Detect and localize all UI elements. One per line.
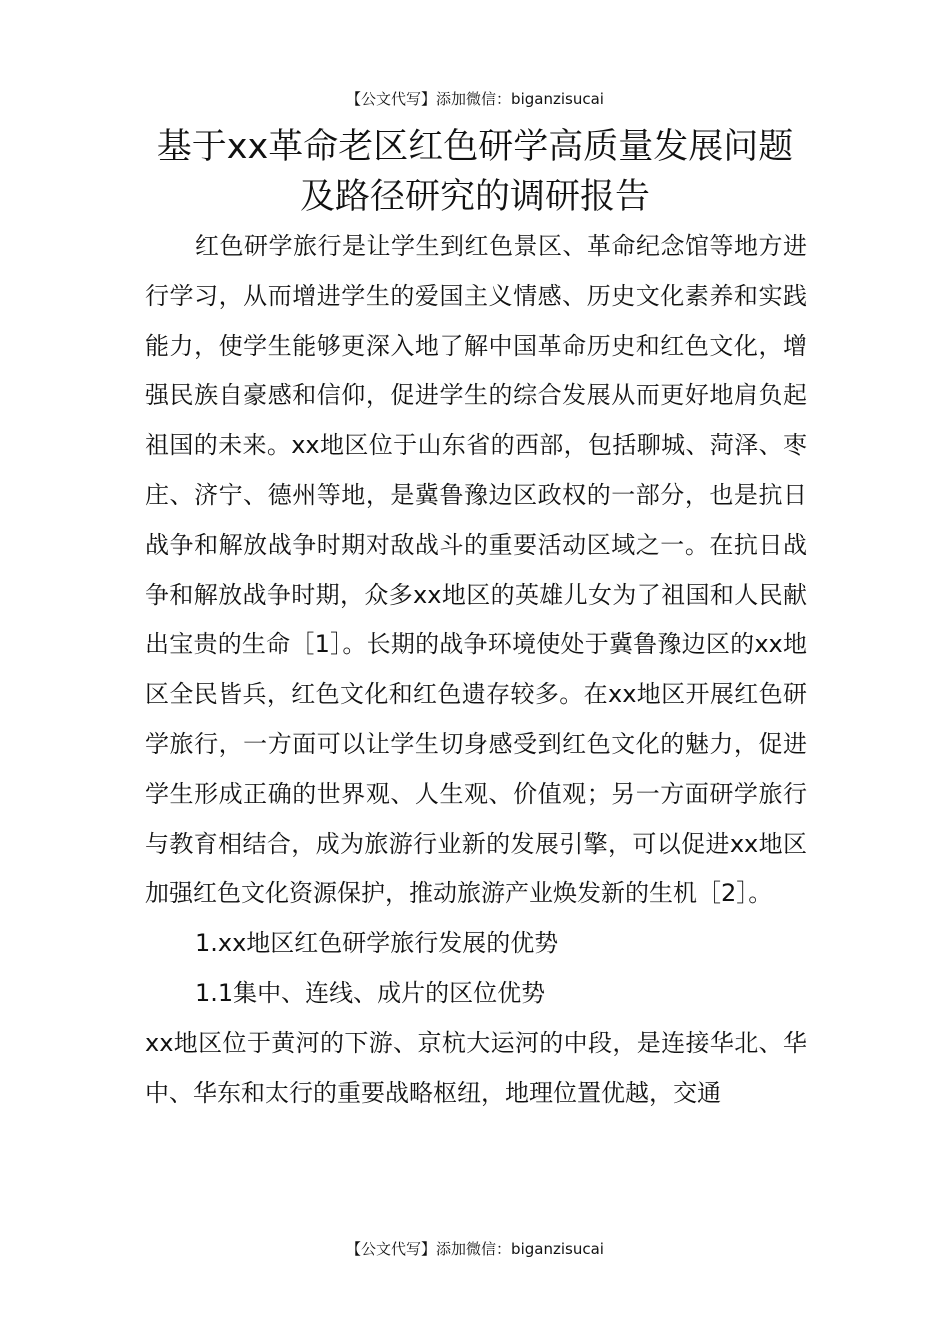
document-body xyxy=(145,222,807,1118)
footer-note: 【公文代写】添加微信：biganzisucai xyxy=(346,1240,604,1258)
title-line-1: 基于xx革命老区红色研学高质量发展问题 xyxy=(156,127,794,167)
section-heading-1: 1.xx地区红色研学旅行发展的优势 xyxy=(195,929,559,958)
document-title xyxy=(60,122,890,222)
title-line-2: 及路径研究的调研报告 xyxy=(299,177,650,217)
subsection-heading-1-1: 1.1集中、连线、成片的区位优势 xyxy=(195,978,546,1007)
body-paragraph-2: xx地区位于黄河的下游、京杭大运河的中段，是连接华北、华中、华东和太行的重要战略枢纽，地理位置优越，交通 xyxy=(145,1028,807,1107)
header-note: 【公文代写】添加微信：biganzisucai xyxy=(346,90,604,108)
body-paragraph-1: 红色研学旅行是让学生到红色景区、革命纪念馆等地方进行学习，从而增进学生的爱国主义情感、历史文化素养和实践能力，使学生能够更深入地了解中国革命历史和红色文化，增强民族自豪感和信仰，促进学生的综合发展从而更好地肩负起祖国的未来。xx地区位于山东省的西部，包括聊城、菏泽、枣庄、济宁、德州等地，是冀鲁豫边区政权的一部分，也是抗日战争和解放战争时期对敌战斗的重要活动区域之一。在抗日战争和解放战争时期，众多xx地区的英雄儿女为了祖国和人民献出宝贵的生命［1］。长期的战争环境使处于冀鲁豫边区的xx地区全民皆兵，红色文化和红色遗存较多。在xx地区开展红色研学旅行，一方面可以让学生切身感受到红色文化的魅力，促进学生形成正确的世界观、人生观、价值观；另一方面研学旅行与教育相结合，成为旅游行业新的发展引擎，可以促进xx地区加强红色文化资源保护，推动旅游产业焕发新的生机［2］。 xyxy=(145,232,807,908)
